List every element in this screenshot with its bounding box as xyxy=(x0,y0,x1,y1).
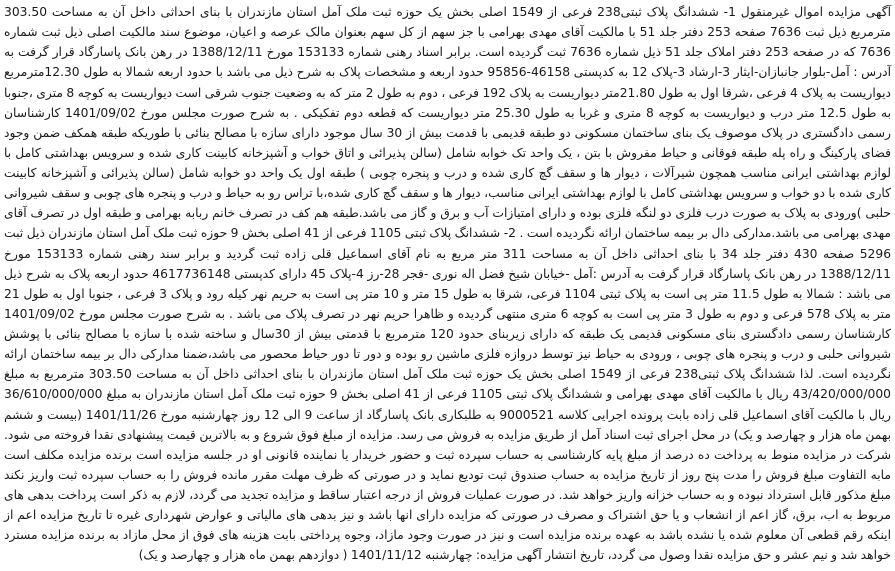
auction-notice-text: آگهی مزایده اموال غیرمنقول 1- ششدانگ پلاک ثبتی238 فرعی از 1549 اصلی بخش یک حوزه ثبت ملک آمل استان مازندران با بنای احداثی داخل آن به مساحت 303.50 مترمربع ذیل ثبت 7636 صفحه 253 دفتر جلد 51 با مالکیت آقای مهدی بهرامی با جز سهم از کل سهم بعنوان مالک عرصه و اعیان، موضوع سند مالکیت اصلی ذیل ثبت شماره 7636 که در صفحه 253 دفتر املاک جلد 51 ذیل شماره 7636 ثبت گردیده است. برابر اسناد رهنی شماره 153133 مورخ 1388/12/11 در رهن بانک پاسارگاد قرار گرفت به آدرس : آمل-بلوار جانبازان-ایثار 3-ارشاد 3-پلاک 12 به کدپستی 46158-95856 حدود اربعه و مشخصات پلاک به شرح ذیل می باشد با حدود اربعه شمالا به طول 12.30مترمربع دیواریست به پلاک 4 فرعی ،شرقا اول به طول 21.80متر دیواریست به پلاک 192 فرعی ، دوم به طول 2 متر که به وضعیت جنوب شرقی است دیواریست به کوچه 8 متری ،جنوبا به طول 12.5 متر درب و دیواریست به کوچه 8 متری و غربا به طول 25.30 متر دیواریست که قطعه دوم تفکیکی . به شرح صورت مجلس مورخ 1401/09/02 کارشناسان رسمی دادگستری در پلاک موصوف یک بنای ساختمان مسکونی دو طبقه قدیمی با قدمت بیش از 30 سال موجود دارای سازه با مصالح بنائی با طوریکه طبقه همکف ضمن وجود فضای پارکینگ و راه پله طبقه فوقانی و حیاط مفروش با بتن ، یک واحد تک خوابه شامل (سالن پذیرائی و اتاق خواب و آشپزخانه کابینت کاری شده و سرویس بهداشتی کامل با لوازم بهداشتی ایرانی مناسب همچون شیرآلات ، دیوار ها و سقف گچ کاری شده و درب و پنجره چوبی ) طبقه اول یک واحد دو خوابه شامل (سالن پذیرائی و آشپزخانه کابینت کاری شده با دو خواب و سرویس بهداشتی کامل با لوازم بهداشتی ایرانی مناسب، دیوار ها و سقف گچ کاری شده،با تراس رو به حیاط و درب و پنجره های چوبی و سقف شیروانی حلبی )ورودی به پلاک به صورت درب فلزی دو لنگه فلزی بوده و دارای امتیازات آب و برق و گاز می باشد.طبقه هم کف در تصرف خانم ربابه بهرامی و طبقه اول در تصرف آقای مهدی بهرامی می باشد.مدارکی دال بر بیمه ساختمان ارائه نگردیده است . 2- ششدانگ پلاک ثبتی 1105 فرعی از 41 اصلی بخش 9 حوزه ثبت ملک آمل استان مازندران ذیل ثبت 5296 صفحه 430 دفتر جلد 34 با بنای احداثی داخل آن به مساحت 311 متر مربع به نام آقای اسماعیل قلی زاده ثبت گردید و برابر سند رهنی شماره 153133 مورخ 1388/12/11 در رهن بانک پاسارگاد قرار گرفت به آدرس :آمل -خیابان شیخ فضل اله نوری -فجر 28-رز 4-پلاک 45 دارای کدپستی 4617736148 حدود اربعه پلاک به شرح ذیل می باشد : شمالا به طول 11.5 متر پی است به پلاک ثبتی 1104 فرعی، شرقا به طول 15 متر و 10 متر پی است به حریم نهر کیله رود و پلاک 3 فرعی ، جنوبا اول به طول 21 متر به پلاک 578 فرعی و دوم به طول 3 متر پی است به کوچه 6 متری منتهی گردیده و ظاهرا حریم نهر در تصرف پلاک می باشد . به شرح صورت مجلس مورخ 1401/09/02 کارشناسان رسمی دادگستری بنای مسکونی قدیمی یک طبقه که دارای زیربنای حدود 120 مترمربع با قدمتی بیش از 30سال و ساخته شده با سازه با مصالح بنائی با پوشش شیروانی حلبی و درب و پنجره های چوبی ، ورودی به حیاط نیز توسط دروازه فلزی ماشین رو بوده و دور تا دور حیاط محصور می باشد،ضمنا مدارکی دال بر بیمه ساختمان ارائه نگردیده است. لذا ششدانگ پلاک ثبتی238 فرعی از 1549 اصلی بخش یک حوزه ثبت ملک آمل استان مازندران با بنای احداثی داخل آن به مساحت 303.50 مترمربع به مبلغ 43/420/000/000 ریال با مالکیت آقای مهدی بهرامی و ششدانگ پلاک ثبتی 1105 فرعی از 41 اصلی بخش 9 حوزه ثبت ملک آمل استان مازندران به مبلغ 36/610/000/000 ریال با مالکیت آقای اسماعیل قلی زاده بابت پرونده اجرایی کلاسه 9000521 به طلبکاری بانک پاسارگاد از ساعت 9 الی 12 روز چهارشنبه مورخ 1401/11/26 (بیست و ششم بهمن ماه هزار و چهارصد و یک) در محل اجرای ثبت اسناد آمل از طریق مزایده به فروش می رسد. مزایده از مبلغ فوق شروع و به بالاترین قیمت پیشنهادی نقدا فروخته می شود. شرکت در مزایده منوط به پرداخت ده درصد از مبلغ پایه کارشناسی به حساب سپرده ثبت و حضور خریدار یا نماینده قانونی او در جلسه مزایده است برنده مزایده مکلف است مابه التفاوت مبلغ فروش را مدت پنج روز از تاریخ مزایده به حساب صندوق ثبت تودیع نماید و در صورتی که ظرف مهلت مقرر مانده فروش را به حساب سپرده ثبت واریز نکند مبلغ مذکور قابل استرداد نبوده و به حساب خزانه واریز خواهد شد. در صورت عملیات فروش از درجه اعتبار ساقط و مزایده تجدید می گردد، لازم به ذکر است پرداخت بدهی های مربوط به اب، برق، گاز اعم از انشعاب و یا حق اشتراک و مصرف در صورتی که مزایده دارای انها باشد و نیز بدهی های مالیاتی و عوارض شهرداری غیره تا تاریخ مزایده اعم از اینکه رقم قطعی آن معلوم شده یا نشده باشد به عهده برنده مزایده است و نیز در صورت وجود مازاد، وجوه پرداختی بابت هزینه های فوق از محل مازاد به برنده مزایده مسترد خواهد شد و نیم عشر و حق مزایده نقدا وصول می گردد، تاریخ انتشار آگهی مزایده: چهارشنبه 1401/11/12 ( دوازدهم بهمن ماه هزار و چهارصد و یک) xyxy=(4,5,892,563)
